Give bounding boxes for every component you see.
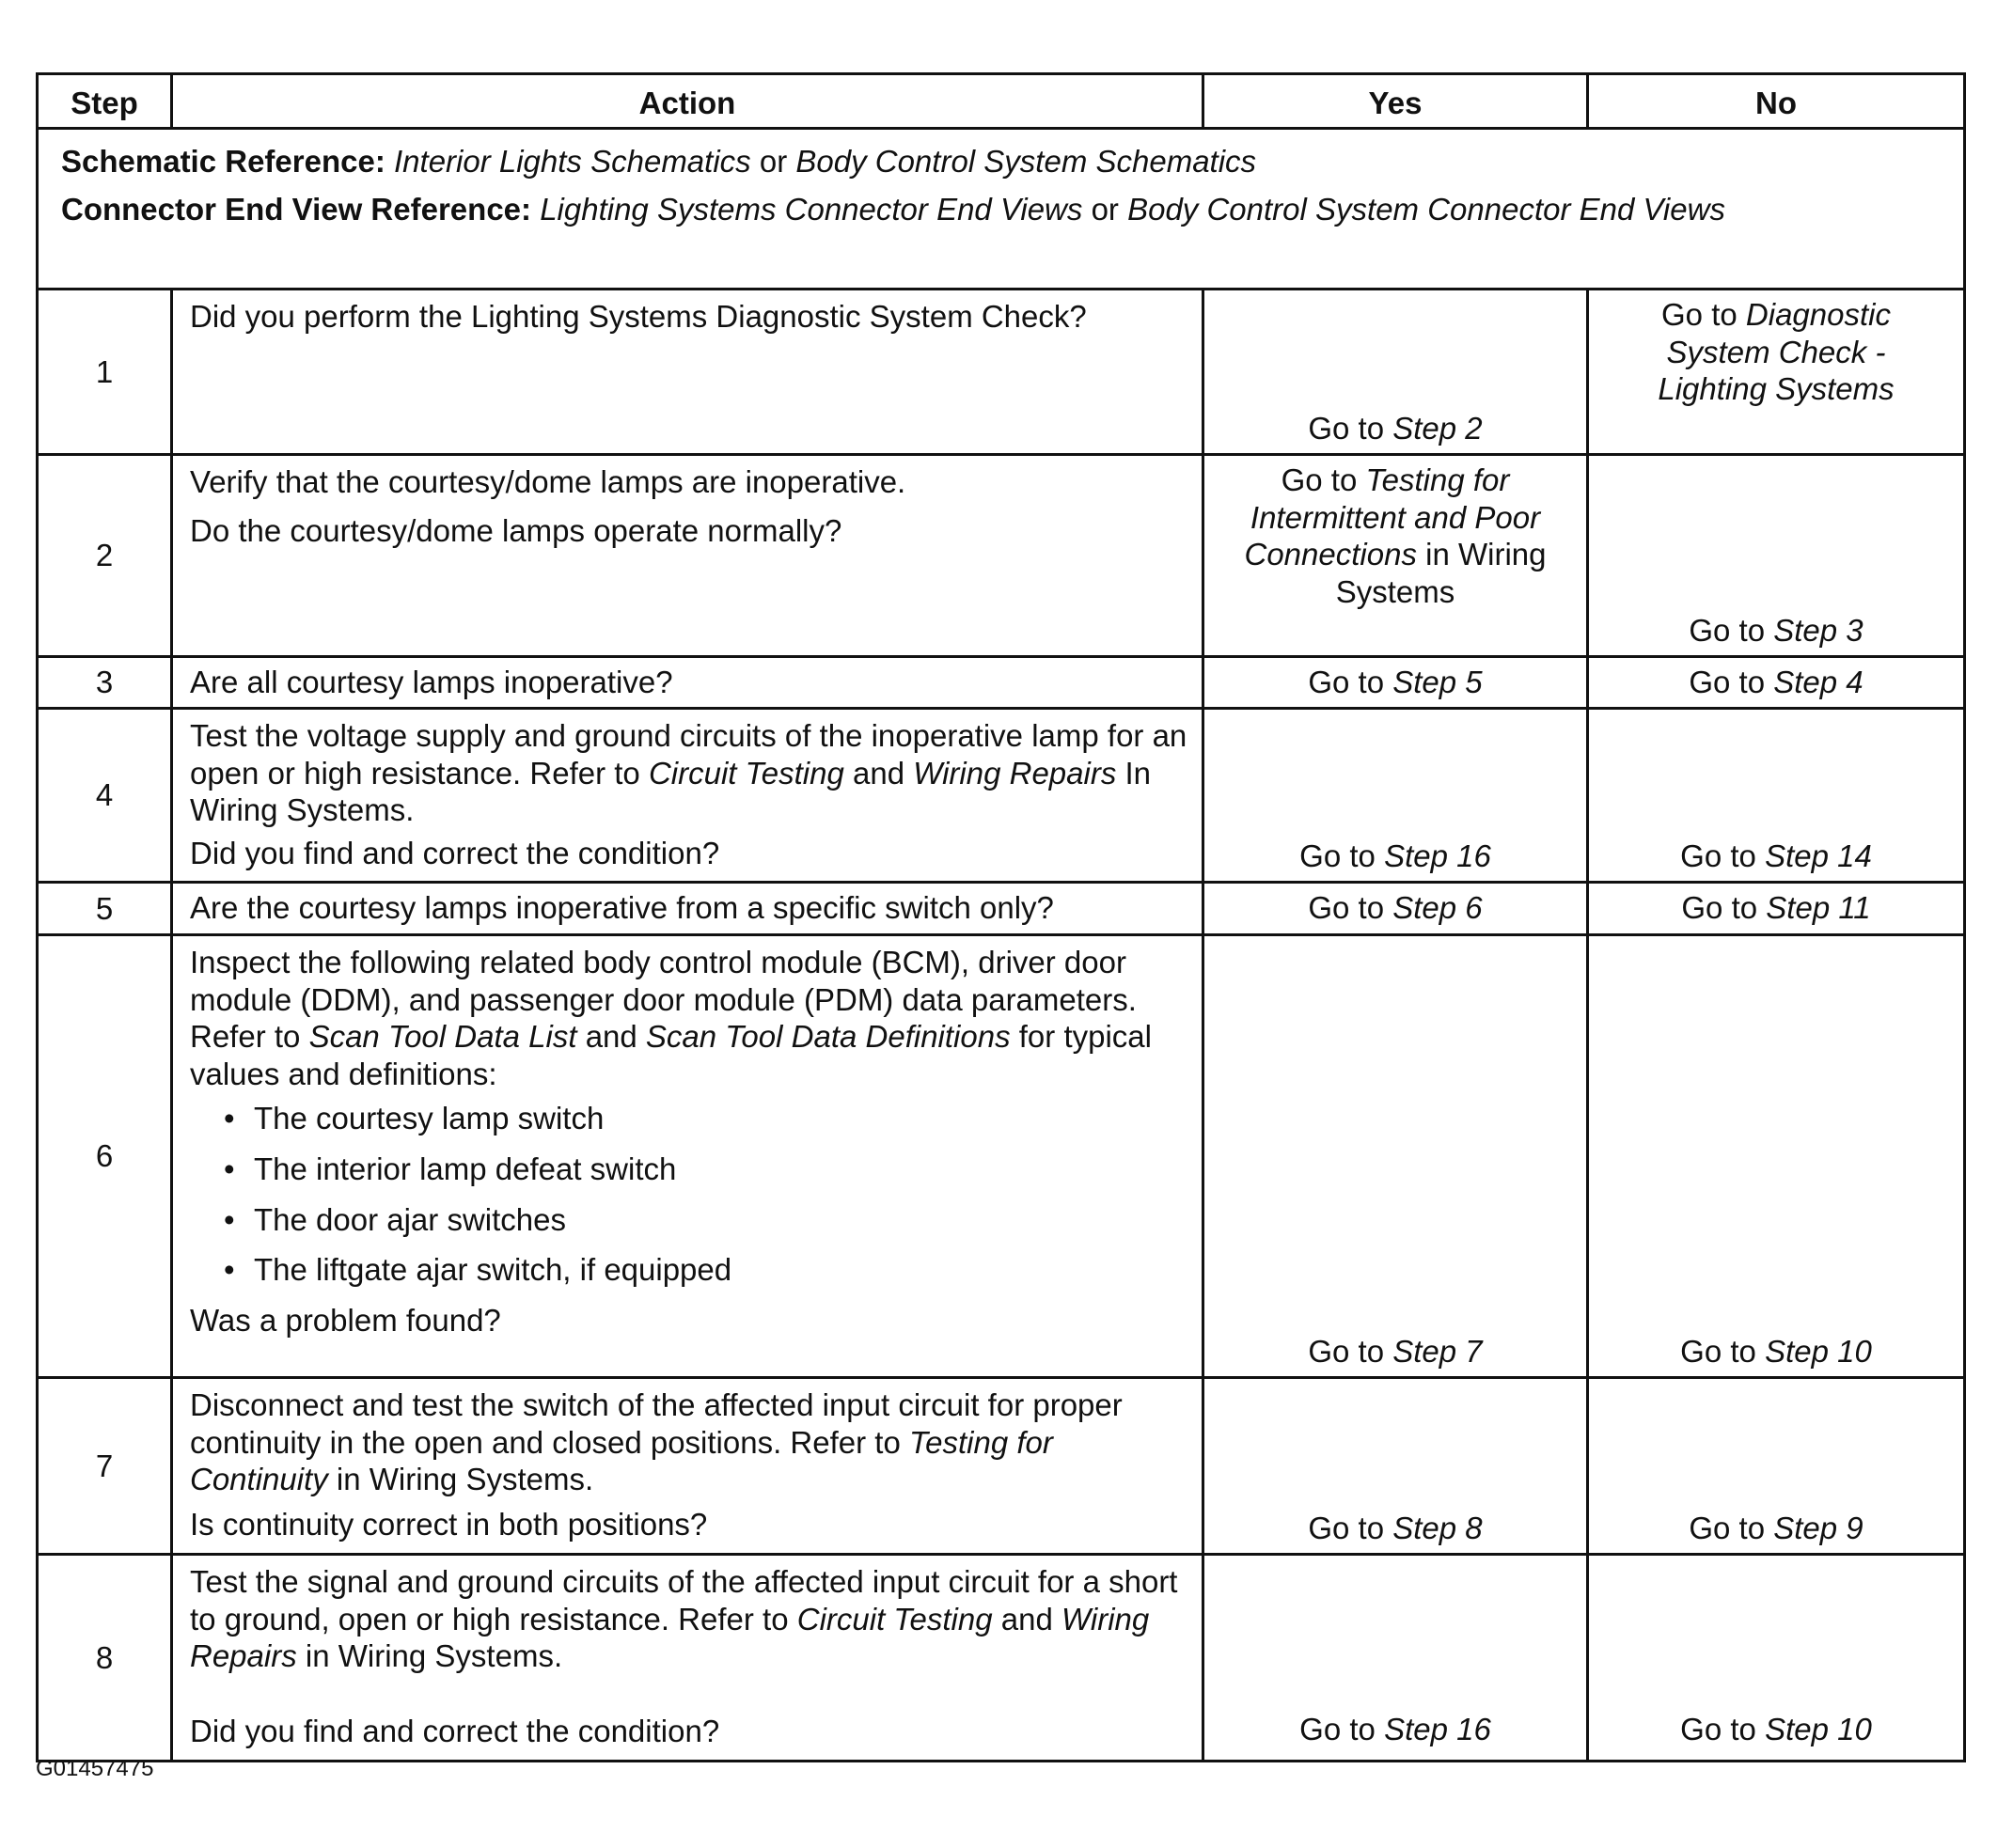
no-cell xyxy=(1588,1378,1965,1555)
action-cell xyxy=(172,1555,1203,1762)
and-text: and xyxy=(1000,1601,1053,1637)
yes-link[interactable]: Step 5 xyxy=(1392,665,1483,699)
goto-text: Go to xyxy=(1681,890,1758,925)
action-text: Test the signal and ground circuits of the affected input circuit for a short to ground, open or high resistance. Refer to xyxy=(190,1564,1178,1637)
table-row-step-7 xyxy=(38,1378,1965,1555)
step-number: 8 xyxy=(38,1555,172,1762)
or-text: or xyxy=(759,144,788,179)
no-link[interactable]: Step 3 xyxy=(1773,613,1863,649)
scan-tool-data-list-link[interactable]: Scan Tool Data List xyxy=(308,1019,577,1055)
testing-for-continuity-link[interactable]: Testing for Continuity xyxy=(190,1424,1053,1497)
action-question: Did you find and correct the condition? xyxy=(190,835,720,870)
table-row-step-3 xyxy=(38,657,1965,709)
no-cell xyxy=(1588,290,1965,455)
action-question: Is continuity correct in both positions? xyxy=(190,1506,708,1542)
action-text: Disconnect and test the switch of the affected input circuit for proper continuity in the open and closed positions. Refer to xyxy=(190,1387,1123,1460)
action-cell xyxy=(172,935,1203,1378)
no-cell xyxy=(1588,455,1965,657)
yes-cell xyxy=(1203,935,1588,1378)
step-number: 3 xyxy=(38,657,172,709)
yes-link[interactable]: Step 2 xyxy=(1392,411,1483,446)
and-text: and xyxy=(853,755,905,791)
yes-cell xyxy=(1203,657,1588,709)
no-answer[interactable] xyxy=(1589,658,1963,705)
action-instruction xyxy=(190,944,1188,1092)
action-instruction xyxy=(190,1386,1188,1498)
yes-cell xyxy=(1203,290,1588,455)
connector-link-body-control[interactable]: Body Control System Connector End Views xyxy=(1127,191,1725,227)
action-question: Did you find and correct the condition? xyxy=(190,1713,720,1748)
no-link[interactable]: Step 11 xyxy=(1766,890,1871,925)
no-link[interactable]: Step 4 xyxy=(1773,665,1863,699)
yes-cell xyxy=(1203,455,1588,657)
action-question: Was a problem found? xyxy=(190,1302,501,1338)
schematic-reference-label: Schematic Reference: xyxy=(61,144,385,179)
header-yes: Yes xyxy=(1203,74,1588,129)
connector-link-lighting[interactable]: Lighting Systems Connector End Views xyxy=(540,191,1083,227)
list-item: • The liftgate ajar switch, if equipped xyxy=(224,1251,1188,1289)
yes-answer[interactable] xyxy=(1204,1711,1586,1748)
yes-answer[interactable] xyxy=(1204,884,1586,931)
table-row-step-2 xyxy=(38,455,1965,657)
no-answer[interactable] xyxy=(1589,1333,1963,1370)
no-cell xyxy=(1588,935,1965,1378)
action-text: In Wiring Systems. xyxy=(190,755,1152,828)
no-cell xyxy=(1588,709,1965,883)
action-text: in Wiring Systems. xyxy=(336,1462,594,1497)
goto-text: Go to xyxy=(1689,665,1766,699)
no-link[interactable]: Step 9 xyxy=(1773,1511,1863,1546)
table-row-step-4 xyxy=(38,709,1965,883)
action-cell xyxy=(172,657,1203,709)
yes-answer[interactable] xyxy=(1204,658,1586,705)
header-action: Action xyxy=(172,74,1203,129)
connector-reference xyxy=(61,191,1944,227)
goto-text: Go to xyxy=(1281,462,1358,497)
action-instruction: Verify that the courtesy/dome lamps are inoperative. xyxy=(190,464,906,499)
yes-cell xyxy=(1203,1378,1588,1555)
step-number: 7 xyxy=(38,1378,172,1555)
action-cell xyxy=(172,709,1203,883)
action-question: Are the courtesy lamps inoperative from a specific switch only? xyxy=(190,890,1054,925)
wiring-repairs-link[interactable]: Wiring Repairs xyxy=(190,1601,1150,1674)
or-text: or xyxy=(1091,191,1119,227)
yes-answer[interactable] xyxy=(1204,1333,1586,1370)
no-cell xyxy=(1588,883,1965,935)
yes-link[interactable]: Testing for Intermittent and Poor Connections xyxy=(1244,462,1541,572)
action-question: Do the courtesy/dome lamps operate normally? xyxy=(190,512,842,548)
goto-text: Go to xyxy=(1680,838,1756,874)
schematic-link-body-control[interactable]: Body Control System Schematics xyxy=(795,144,1257,179)
goto-text: Go to xyxy=(1308,665,1385,699)
goto-text: Go to xyxy=(1680,1712,1756,1747)
no-cell xyxy=(1588,1555,1965,1762)
no-answer[interactable] xyxy=(1589,290,1963,408)
action-text: in Wiring Systems. xyxy=(305,1638,563,1674)
reference-cell xyxy=(38,129,1965,290)
goto-text: Go to xyxy=(1299,1712,1376,1747)
connector-reference-label: Connector End View Reference: xyxy=(61,191,532,227)
step-number: 1 xyxy=(38,290,172,455)
goto-text: Go to xyxy=(1689,613,1766,649)
no-answer[interactable] xyxy=(1589,612,1963,650)
action-text: for typical values and definitions: xyxy=(190,1019,1152,1091)
action-cell xyxy=(172,883,1203,935)
table-row-step-6 xyxy=(38,935,1965,1378)
action-instruction xyxy=(190,717,1188,829)
action-text: Test the voltage supply and ground circuits of the inoperative lamp for an open or high resistance. Refer to xyxy=(190,718,1187,791)
yes-cell xyxy=(1203,883,1588,935)
goto-text: Go to xyxy=(1299,838,1376,874)
header-step: Step xyxy=(38,74,172,129)
table-row-step-8 xyxy=(38,1555,1965,1762)
yes-answer[interactable] xyxy=(1204,410,1586,447)
schematic-link-interior[interactable]: Interior Lights Schematics xyxy=(394,144,751,179)
wiring-repairs-link[interactable]: Wiring Repairs xyxy=(913,755,1117,791)
no-answer[interactable] xyxy=(1589,1510,1963,1547)
yes-link[interactable]: Step 16 xyxy=(1384,1712,1491,1747)
step-number: 6 xyxy=(38,935,172,1378)
goto-text: Go to xyxy=(1308,1334,1385,1370)
no-link[interactable]: Step 10 xyxy=(1765,1712,1872,1747)
header-no: No xyxy=(1588,74,1965,129)
circuit-testing-link[interactable]: Circuit Testing xyxy=(648,755,844,791)
action-cell xyxy=(172,455,1203,657)
action-text: Inspect the following related body control module (BCM), driver door module (DDM), and passenger door module (PDM) data parameters. Refer to xyxy=(190,945,1137,1055)
yes-link[interactable]: Step 16 xyxy=(1384,838,1491,874)
and-text: and xyxy=(585,1019,637,1055)
no-cell xyxy=(1588,657,1965,709)
goto-text: Go to xyxy=(1308,1511,1385,1546)
yes-answer[interactable] xyxy=(1204,838,1586,875)
table-row-step-1 xyxy=(38,290,1965,455)
no-answer[interactable] xyxy=(1589,838,1963,875)
action-instruction xyxy=(190,1563,1188,1675)
table-row-step-5 xyxy=(38,883,1965,935)
step-number: 5 xyxy=(38,883,172,935)
goto-suffix: in Wiring Systems xyxy=(1335,537,1547,609)
step-number: 4 xyxy=(38,709,172,883)
parameter-list xyxy=(190,1100,1188,1288)
no-link[interactable]: Step 10 xyxy=(1765,1334,1872,1370)
schematic-reference xyxy=(61,143,1944,180)
yes-link[interactable]: Step 7 xyxy=(1392,1334,1483,1370)
action-cell xyxy=(172,1378,1203,1555)
no-answer[interactable] xyxy=(1589,884,1963,931)
action-cell xyxy=(172,290,1203,455)
action-question: Did you perform the Lighting Systems Diagnostic System Check? xyxy=(190,299,1087,334)
step-number: 2 xyxy=(38,455,172,657)
header-row xyxy=(38,74,1965,129)
no-link[interactable]: Step 14 xyxy=(1765,838,1872,874)
circuit-testing-link[interactable]: Circuit Testing xyxy=(796,1601,993,1637)
yes-link[interactable]: Step 6 xyxy=(1392,890,1483,925)
goto-text: Go to xyxy=(1308,411,1385,446)
yes-cell xyxy=(1203,709,1588,883)
no-link[interactable]: Diagnostic System Check - Lighting Systems xyxy=(1658,297,1895,407)
yes-answer[interactable] xyxy=(1204,456,1586,610)
goto-text: Go to xyxy=(1661,297,1738,332)
reference-row xyxy=(38,129,1965,290)
list-item: • The courtesy lamp switch xyxy=(224,1100,1188,1137)
diagnostic-table xyxy=(36,72,1966,1762)
no-answer[interactable] xyxy=(1589,1711,1963,1748)
yes-link[interactable]: Step 8 xyxy=(1392,1511,1483,1546)
list-item: • The door ajar switches xyxy=(224,1201,1188,1239)
goto-text: Go to xyxy=(1308,890,1385,925)
goto-text: Go to xyxy=(1680,1334,1756,1370)
yes-answer[interactable] xyxy=(1204,1510,1586,1547)
document-id: G01457475 xyxy=(36,1756,154,1781)
action-question: Are all courtesy lamps inoperative? xyxy=(190,665,673,699)
goto-text: Go to xyxy=(1689,1511,1766,1546)
scan-tool-data-definitions-link[interactable]: Scan Tool Data Definitions xyxy=(645,1019,1011,1055)
yes-cell xyxy=(1203,1555,1588,1762)
list-item: • The interior lamp defeat switch xyxy=(224,1151,1188,1188)
